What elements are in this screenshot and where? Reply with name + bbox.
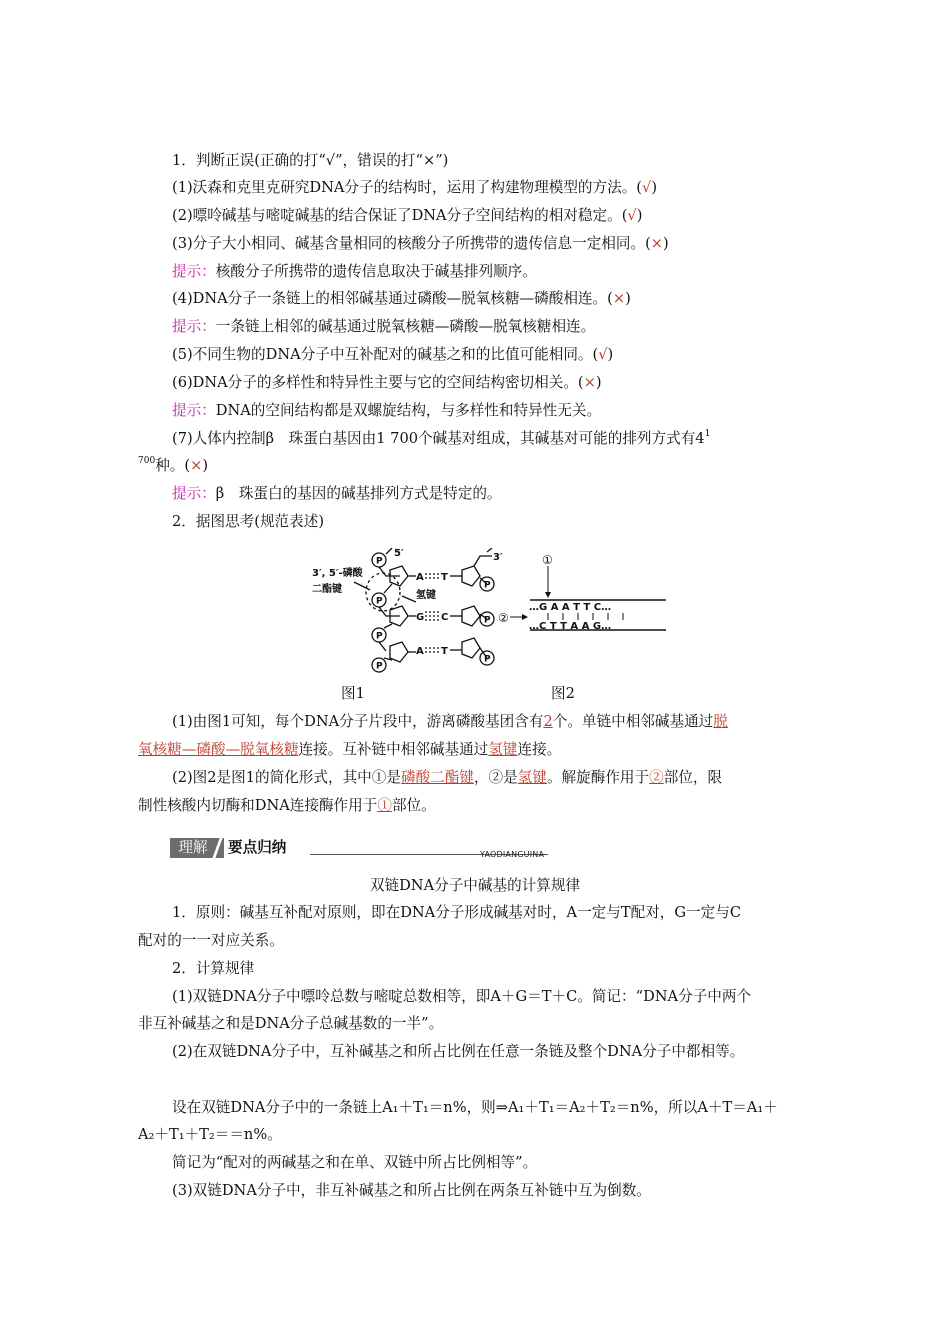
label-phosphodiester: 3′, 5′-磷酸 bbox=[312, 568, 363, 579]
phosphate-label: P bbox=[376, 556, 383, 567]
summary-p1b: 配对的一一对应关系。 bbox=[138, 932, 284, 949]
phosphate-label: P bbox=[484, 580, 491, 591]
summary-p4: (2)在双链DNA分子中，互补碱基之和所占比例在任意一条链及整个DNA分子中都相等。 bbox=[172, 1043, 745, 1060]
judge-item-7-line2: $^{700}$种。(×) bbox=[138, 456, 209, 474]
judge-item-3: (3)分子大小相同、碱基含量相同的核酸分子所携带的遗传信息一定相同。(×) bbox=[172, 235, 669, 252]
hint-4: 提示：一条链上相邻的碱基通过脱氧核糖—磷酸—脱氧核糖相连。 bbox=[172, 318, 596, 335]
summary-p1a: 1．原则：碱基互补配对原则，即在DNA分子形成碱基对时，A一定与T配对，G一定与C bbox=[172, 904, 741, 921]
sugar-ring bbox=[462, 566, 480, 586]
hint-3: 提示：核酸分子所携带的遗传信息取决于碱基排列顺序。 bbox=[172, 263, 537, 280]
judge-item-5: (5)不同生物的DNA分子中互补配对的碱基之和的比值可能相同。(√) bbox=[172, 346, 614, 363]
phosphate-label: P bbox=[376, 631, 383, 642]
hint-7: 提示：β 珠蛋白的基因的碱基排列方式是特定的。 bbox=[172, 485, 502, 502]
answer-mark: × bbox=[612, 290, 626, 307]
answer-mark: × bbox=[583, 374, 596, 391]
base-label: C bbox=[441, 612, 449, 623]
question-1-line1: (1)由图1可知，每个DNA分子片段中，游离磷酸基团含有2个。单链中相邻碱基通过脱 bbox=[172, 713, 728, 730]
base-label: T bbox=[441, 572, 448, 583]
label-3prime: 3′ bbox=[493, 552, 503, 563]
figure-2-strands bbox=[498, 553, 666, 632]
section2-title: 2．据图思考(规范表述) bbox=[172, 513, 325, 530]
banner-tag-summary: 要点归纳 bbox=[228, 839, 287, 856]
strand-top-sequence: …G A A T T C… bbox=[529, 602, 612, 613]
summary-p7: (3)双链DNA分子中，非互补碱基之和所占比例在两条互补链中互为倒数。 bbox=[172, 1182, 651, 1199]
summary-p3b: 非互补碱基之和是DNA分子总碱基数的一半”。 bbox=[138, 1015, 444, 1032]
answer-blank: 氢键 bbox=[488, 741, 518, 758]
summary-p3a: (1)双链DNA分子中嘌呤总数与嘧啶总数相等，即A＋G＝T＋C。简记：“DNA分子中两个 bbox=[172, 988, 752, 1005]
hint-label: 提示： bbox=[172, 402, 216, 419]
marker-1: ① bbox=[542, 553, 553, 567]
banner-slash bbox=[212, 838, 224, 858]
base-label: A bbox=[416, 646, 424, 657]
judge-item-2: (2)嘌呤碱基与嘧啶碱基的结合保证了DNA分子空间结构的相对稳定。(√) bbox=[172, 207, 643, 224]
dna-structure-figure bbox=[312, 548, 682, 673]
answer-blank: 脱 bbox=[713, 713, 728, 730]
question-2-line2: 制性核酸内切酶和DNA连接酶作用于①部位。 bbox=[138, 797, 436, 814]
label-phosphodiester-2: 二酯键 bbox=[312, 584, 342, 595]
sugar-ring bbox=[390, 642, 408, 662]
summary-heading: 双链DNA分子中碱基的计算规律 bbox=[369, 877, 581, 894]
summary-p6: 简记为“配对的两碱基之和在单、双链中所占比例相等”。 bbox=[172, 1154, 538, 1171]
banner-tag-understand: 理解 bbox=[170, 838, 216, 858]
hint-label: 提示： bbox=[172, 318, 216, 335]
base-label: G bbox=[416, 612, 425, 623]
label-hydrogen-bond: 氢键 bbox=[416, 590, 436, 601]
phosphate-label: P bbox=[484, 654, 491, 665]
summary-p2: 2．计算规律 bbox=[172, 960, 255, 977]
hint-label: 提示： bbox=[172, 263, 216, 280]
question-1-line2: 氧核糖—磷酸—脱氧核糖连接。互补链中相邻碱基通过氢键连接。 bbox=[138, 741, 562, 758]
judge-item-6: (6)DNA分子的多样性和特异性主要与它的空间结构密切相关。(×) bbox=[172, 374, 602, 391]
answer-blank: ① bbox=[377, 797, 392, 814]
strand-bottom-sequence: …C T T A A G… bbox=[529, 621, 612, 632]
hint-label: 提示： bbox=[172, 485, 216, 502]
phosphate-label: P bbox=[376, 661, 383, 672]
answer-mark: × bbox=[190, 457, 203, 474]
label-5prime: 5′ bbox=[394, 548, 404, 559]
base-label: A bbox=[416, 572, 424, 583]
answer-mark: √ bbox=[642, 179, 652, 196]
phosphate-label: P bbox=[376, 596, 383, 607]
summary-p5b: A₂＋T₁＋T₂＝＝n%。 bbox=[138, 1126, 282, 1143]
section-banner bbox=[170, 838, 548, 860]
sugar-ring bbox=[462, 638, 480, 658]
phosphate-label: P bbox=[484, 615, 491, 626]
answer-blank: 磷酸二酯键 bbox=[400, 769, 474, 786]
judge-item-1: (1)沃森和克里克研究DNA分子的结构时，运用了构建物理模型的方法。(√) bbox=[172, 179, 658, 196]
judge-item-7-line1: (7)人体内控制β 珠蛋白基因由1 700个碱基对组成，其碱基对可能的排列方式有$4^1$ bbox=[172, 429, 711, 447]
answer-blank: ② bbox=[649, 769, 664, 786]
answer-mark: √ bbox=[627, 207, 637, 224]
section1-title: 1．判断正误(正确的打“√”，错误的打“×”) bbox=[172, 152, 449, 169]
figure-1-caption: 图1 bbox=[341, 685, 365, 702]
answer-blank: 2 bbox=[543, 713, 553, 730]
answer-mark: × bbox=[650, 235, 664, 252]
banner-pinyin: YAODIANGUINA bbox=[480, 850, 545, 859]
figure-2-caption: 图2 bbox=[551, 685, 575, 702]
base-label: T bbox=[441, 646, 448, 657]
answer-mark: √ bbox=[598, 346, 608, 363]
question-2-line1: (2)图2是图1的简化形式，其中①是磷酸二酯键，②是氢键。解旋酶作用于②部位，限 bbox=[172, 769, 723, 786]
hint-6: 提示：DNA的空间结构都是双螺旋结构，与多样性和特异性无关。 bbox=[172, 402, 602, 419]
judge-item-4: (4)DNA分子一条链上的相邻碱基通过磷酸—脱氧核糖—磷酸相连。(×) bbox=[172, 290, 631, 307]
summary-p5a: 设在双链DNA分子中的一条链上A₁＋T₁＝n%，则⇒A₁＋T₁＝A₂＋T₂＝n%，所以A＋T＝A₁＋ bbox=[172, 1099, 778, 1116]
answer-blank: 氧核糖—磷酸—脱氧核糖 bbox=[138, 741, 299, 758]
marker-2: ② bbox=[498, 611, 509, 625]
answer-blank: 氢键 bbox=[517, 769, 547, 786]
sugar-ring bbox=[462, 606, 480, 626]
